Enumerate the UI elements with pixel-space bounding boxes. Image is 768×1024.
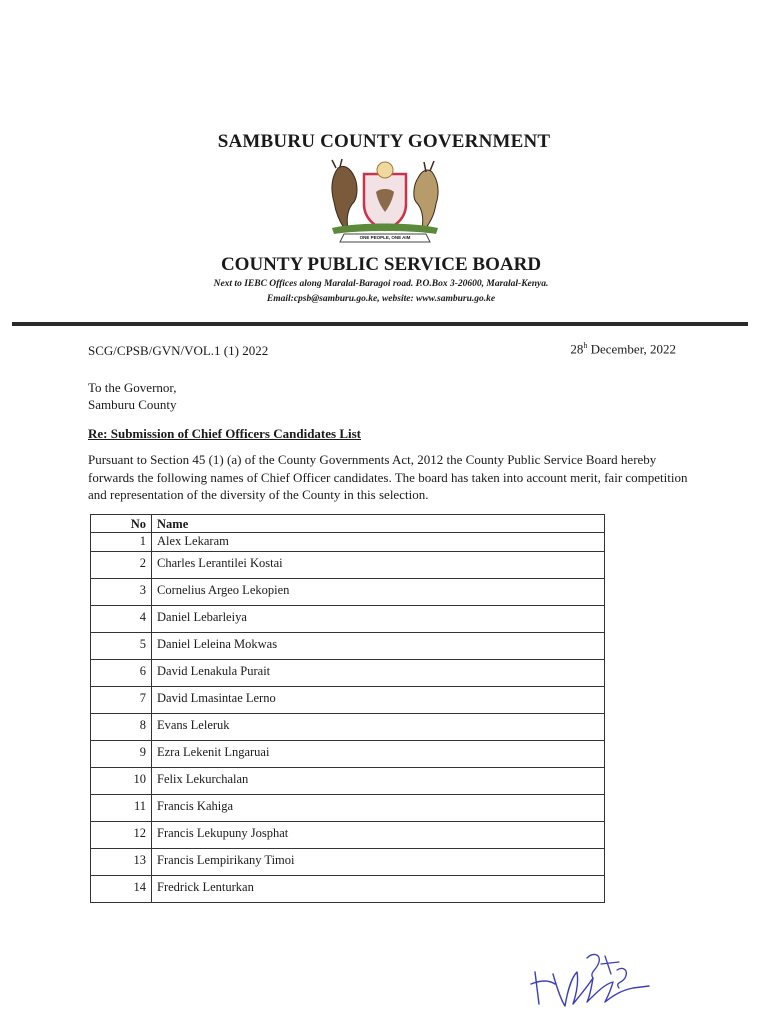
row-no: 9 xyxy=(91,741,152,768)
table-row xyxy=(91,552,605,579)
row-name: Francis Lekupuny Josphat xyxy=(152,822,605,849)
letter-date xyxy=(570,341,676,357)
table-row xyxy=(91,606,605,633)
row-no: 13 xyxy=(91,849,152,876)
row-no: 8 xyxy=(91,714,152,741)
row-no: 6 xyxy=(91,660,152,687)
row-no: 2 xyxy=(91,552,152,579)
row-name: Alex Lekaram xyxy=(152,533,605,552)
table-row xyxy=(91,714,605,741)
table-row xyxy=(91,741,605,768)
row-name: Fredrick Lenturkan xyxy=(152,876,605,903)
board-address: Next to IEBC Offices along Maralal-Baragoi road. P.O.Box 3-20600, Maralal-Kenya. xyxy=(213,279,549,289)
row-name: Francis Lempirikany Timoi xyxy=(152,849,605,876)
table-row xyxy=(91,579,605,606)
row-no: 4 xyxy=(91,606,152,633)
table-header-row xyxy=(91,515,605,533)
row-name: Charles Lerantilei Kostai xyxy=(152,552,605,579)
letter-subject: Re: Submission of Chief Officers Candidates List xyxy=(88,426,362,441)
row-name: David Lmasintae Lerno xyxy=(152,687,605,714)
coat-of-arms-motto: ONE PEOPLE, ONE AIM xyxy=(359,235,411,240)
row-no: 11 xyxy=(91,795,152,822)
handwritten-signature xyxy=(527,944,657,1014)
recipient-line-1: To the Governor, xyxy=(88,380,177,395)
date-day: 28 xyxy=(570,341,584,357)
row-no: 5 xyxy=(91,633,152,660)
recipient-line-2: Samburu County xyxy=(88,397,177,412)
table-row xyxy=(91,849,605,876)
header-divider xyxy=(12,322,748,326)
table-row xyxy=(91,876,605,903)
row-name: David Lenakula Purait xyxy=(152,660,605,687)
letter-body: Pursuant to Section 45 (1) (a) of the County Governments Act, 2012 the County Public Service Board hereby forwards the following names of Chief Officer candidates. The board has taken into account merit, fair competition and representation of the diversity of the County in this selection. xyxy=(88,452,688,502)
row-no: 3 xyxy=(91,579,152,606)
header-name: Name xyxy=(152,515,605,533)
row-name: Felix Lekurchalan xyxy=(152,768,605,795)
table-row xyxy=(91,795,605,822)
row-name: Francis Kahiga xyxy=(152,795,605,822)
date-rest: December, 2022 xyxy=(587,341,676,357)
table-row xyxy=(91,533,605,552)
board-contact: Email:cpsb@samburu.go.ke, website: www.samburu.go.ke xyxy=(266,294,496,304)
table-row xyxy=(91,822,605,849)
table-row xyxy=(91,768,605,795)
reference-number: SCG/CPSB/GVN/VOL.1 (1) 2022 xyxy=(88,343,269,358)
row-name: Daniel Leleina Mokwas xyxy=(152,633,605,660)
row-name: Daniel Lebarleiya xyxy=(152,606,605,633)
row-name: Cornelius Argeo Lekopien xyxy=(152,579,605,606)
government-title: SAMBURU COUNTY GOVERNMENT xyxy=(217,131,551,152)
row-name: Ezra Lekenit Lngaruai xyxy=(152,741,605,768)
table-row xyxy=(91,633,605,660)
candidates-table xyxy=(90,514,605,903)
row-no: 10 xyxy=(91,768,152,795)
row-no: 1 xyxy=(91,533,152,552)
row-no: 7 xyxy=(91,687,152,714)
table-row xyxy=(91,687,605,714)
row-no: 14 xyxy=(91,876,152,903)
table-row xyxy=(91,660,605,687)
row-no: 12 xyxy=(91,822,152,849)
row-name: Evans Leleruk xyxy=(152,714,605,741)
date-suffix: h xyxy=(583,341,588,350)
header-no: No xyxy=(91,515,152,533)
coat-of-arms-emblem xyxy=(318,158,452,246)
board-title: COUNTY PUBLIC SERVICE BOARD xyxy=(220,254,542,275)
